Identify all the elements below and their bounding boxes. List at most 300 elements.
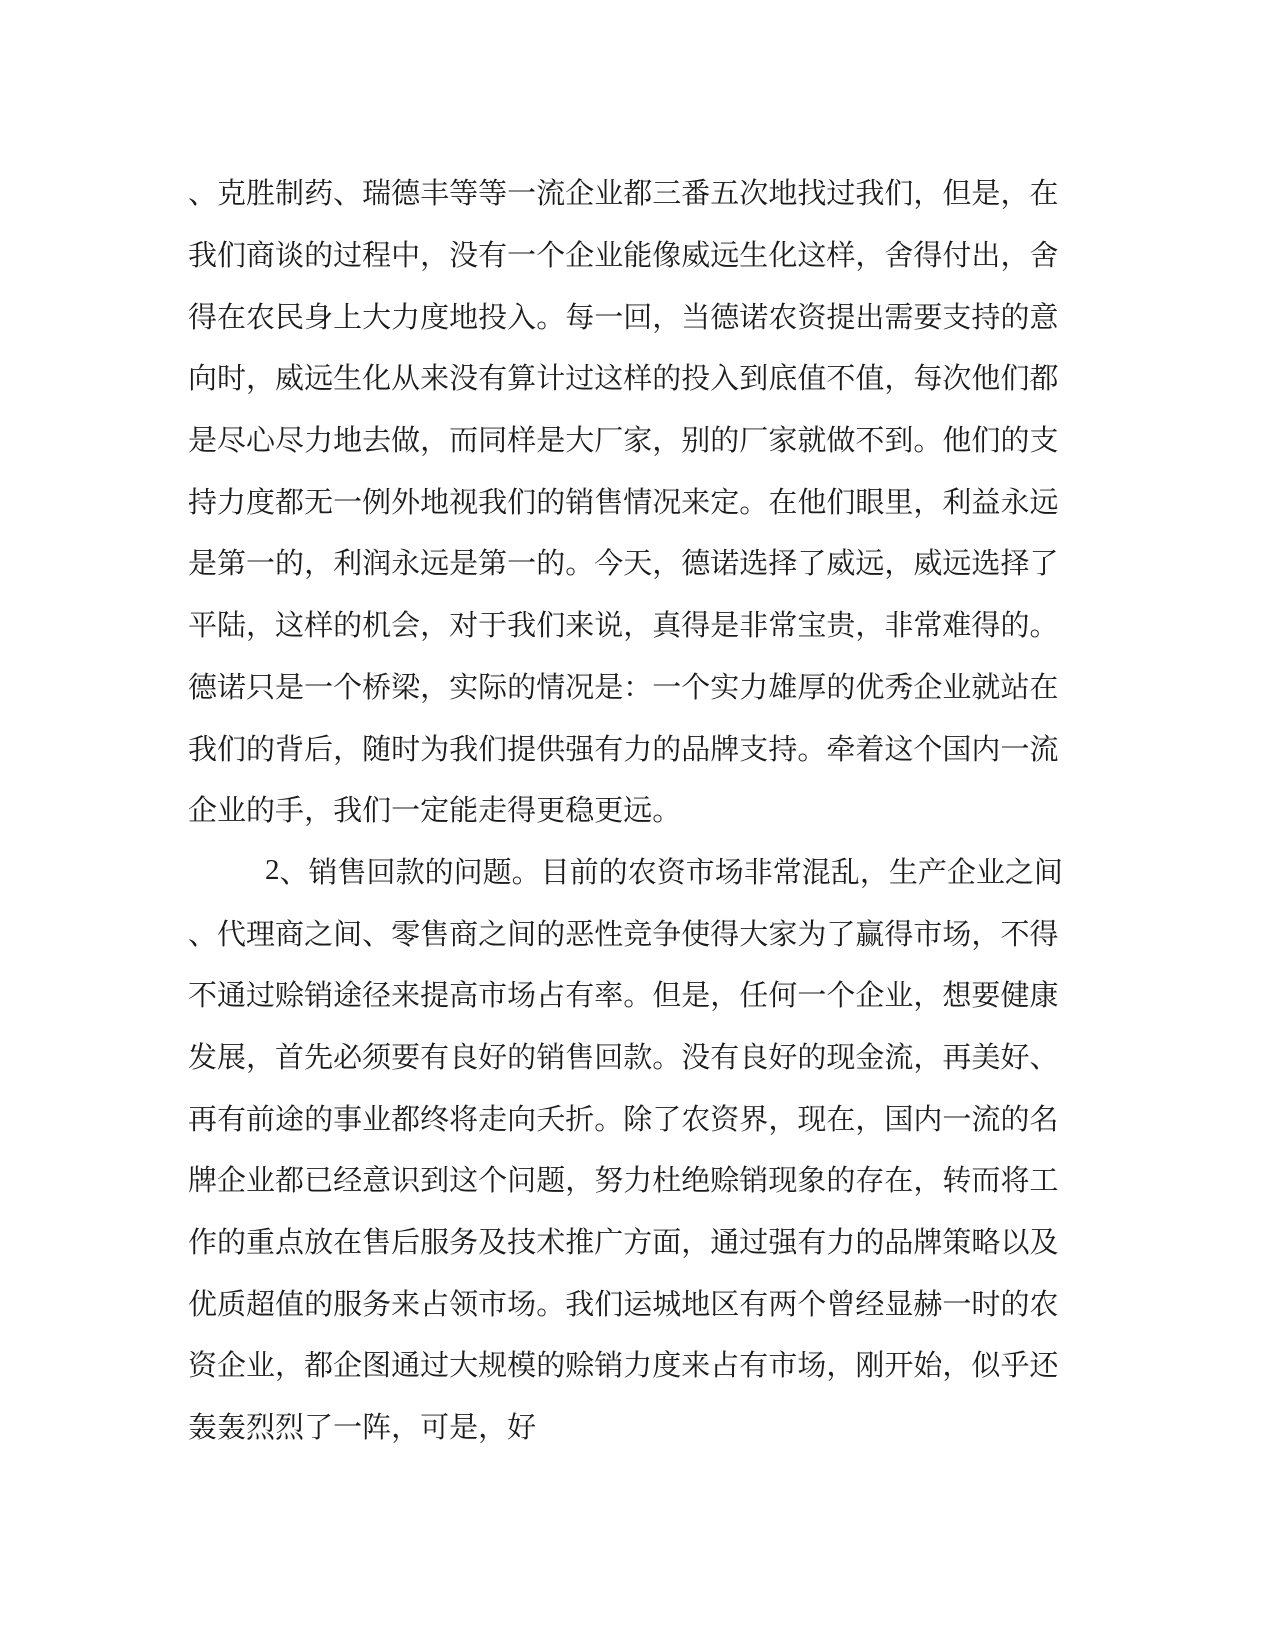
glyph: 向 <box>188 363 218 396</box>
glyph: 次 <box>942 363 972 396</box>
glyph: 业 <box>217 795 247 828</box>
glyph: 模 <box>507 1350 537 1383</box>
glyph: 瑞 <box>362 178 392 211</box>
glyph: 非 <box>739 610 769 643</box>
glyph: 内 <box>971 733 1001 766</box>
glyph: 们 <box>217 240 247 273</box>
glyph: 非 <box>743 856 773 889</box>
glyph: 业 <box>975 856 1005 889</box>
glyph: 会 <box>391 610 421 643</box>
text-line <box>188 1086 1058 1148</box>
glyph: 润 <box>362 548 392 581</box>
glyph: 资 <box>188 1350 218 1383</box>
text-line <box>188 716 1058 778</box>
glyph: 没 <box>449 240 479 273</box>
glyph: 都 <box>1029 363 1059 396</box>
glyph: 场 <box>797 1350 827 1383</box>
glyph: 梁 <box>391 671 421 704</box>
glyph: 来 <box>391 1288 421 1321</box>
glyph: 个 <box>826 980 856 1013</box>
glyph: 家 <box>768 425 798 458</box>
glyph: 例 <box>362 486 392 519</box>
glyph: 商 <box>246 240 276 273</box>
glyph: 一 <box>391 795 421 828</box>
glyph: 当 <box>681 301 711 334</box>
glyph: 现 <box>826 1041 856 1074</box>
glyph: 手 <box>275 795 305 828</box>
glyph: 对 <box>449 610 479 643</box>
glyph: 今 <box>594 548 624 581</box>
glyph: 到 <box>739 363 769 396</box>
glyph: 推 <box>565 1227 595 1260</box>
glyph: ， <box>652 425 682 458</box>
glyph: 眼 <box>855 486 885 519</box>
glyph: 远 <box>623 795 653 828</box>
glyph: 但 <box>652 980 682 1013</box>
glyph: 在 <box>826 1103 856 1136</box>
glyph: 业 <box>594 178 624 211</box>
glyph: 之 <box>304 918 334 951</box>
glyph: 了 <box>304 1412 334 1445</box>
glyph: 们 <box>478 733 508 766</box>
glyph: 情 <box>536 671 566 704</box>
glyph: 机 <box>362 610 392 643</box>
glyph: 来 <box>565 610 595 643</box>
glyph: 恶 <box>565 918 595 951</box>
glyph: 的 <box>652 733 682 766</box>
glyph: 着 <box>855 733 885 766</box>
glyph: 农 <box>246 301 276 334</box>
glyph: 牌 <box>913 1227 943 1260</box>
glyph: 高 <box>449 980 479 1013</box>
glyph: 天 <box>623 548 653 581</box>
glyph: 度 <box>652 1350 682 1383</box>
glyph: 我 <box>188 240 218 273</box>
glyph: 好 <box>1000 1041 1030 1074</box>
glyph: 技 <box>507 1227 537 1260</box>
glyph: 的 <box>217 1227 247 1260</box>
glyph: 了 <box>1029 548 1059 581</box>
glyph: 展 <box>217 1041 247 1074</box>
glyph: 个 <box>536 240 566 273</box>
glyph: 们 <box>1000 363 1030 396</box>
glyph: 重 <box>246 1227 276 1260</box>
glyph: 、 <box>333 178 363 211</box>
glyph: 等 <box>478 178 508 211</box>
glyph: 别 <box>681 425 711 458</box>
glyph: 药 <box>304 178 334 211</box>
glyph: 场 <box>942 918 972 951</box>
text-line <box>188 655 1058 717</box>
glyph: 得 <box>884 918 914 951</box>
glyph: ， <box>420 671 450 704</box>
glyph: 务 <box>449 1227 479 1260</box>
glyph: 是 <box>681 980 711 1013</box>
glyph: 折 <box>565 1103 595 1136</box>
glyph: 销 <box>739 1165 769 1198</box>
glyph: 市 <box>478 1288 508 1321</box>
glyph: 能 <box>623 240 653 273</box>
glyph: 非 <box>884 610 914 643</box>
glyph: 方 <box>623 1227 653 1260</box>
glyph: 通 <box>391 1350 421 1383</box>
glyph: 这 <box>884 733 914 766</box>
glyph: 有 <box>565 980 595 1013</box>
glyph: 每 <box>913 363 943 396</box>
glyph: 我 <box>188 733 218 766</box>
glyph: 德 <box>681 548 711 581</box>
glyph: 何 <box>768 980 798 1013</box>
glyph: 只 <box>246 671 276 704</box>
glyph: 有 <box>710 1041 740 1074</box>
glyph: ， <box>652 548 682 581</box>
text-line <box>188 778 1058 840</box>
glyph: 力 <box>304 425 334 458</box>
glyph: ， <box>913 1165 943 1198</box>
glyph: 识 <box>391 1165 421 1198</box>
glyph: 在 <box>333 1227 363 1260</box>
glyph: ， <box>913 980 943 1013</box>
glyph: 须 <box>362 1041 392 1074</box>
glyph: 生 <box>739 240 769 273</box>
glyph: 地 <box>420 486 450 519</box>
paragraph-1 <box>188 161 1058 840</box>
glyph: 规 <box>478 1350 508 1383</box>
text-line <box>188 346 1058 408</box>
glyph: 厂 <box>739 425 769 458</box>
glyph: 这 <box>594 363 624 396</box>
glyph: 面 <box>652 1227 682 1260</box>
glyph: 场 <box>507 980 537 1013</box>
glyph: 一 <box>304 671 334 704</box>
glyph: 的 <box>797 1041 827 1074</box>
glyph: 牌 <box>710 733 740 766</box>
glyph: 销 <box>594 1350 624 1383</box>
glyph: 到 <box>420 1165 450 1198</box>
glyph: 业 <box>362 1103 392 1136</box>
glyph: 样 <box>623 363 653 396</box>
glyph: 途 <box>275 1103 305 1136</box>
glyph: 为 <box>797 918 827 951</box>
glyph: 资 <box>710 1103 740 1136</box>
glyph: 图 <box>362 1350 392 1383</box>
glyph: 地 <box>681 1288 711 1321</box>
glyph: ， <box>275 1350 305 1383</box>
glyph: 竞 <box>623 918 653 951</box>
glyph: 通 <box>217 980 247 1013</box>
glyph: 终 <box>420 1103 450 1136</box>
glyph: 产 <box>917 856 947 889</box>
glyph: 番 <box>681 178 711 211</box>
glyph: 一 <box>507 548 537 581</box>
glyph: 企 <box>333 1350 363 1383</box>
glyph: 这 <box>449 1165 479 1198</box>
glyph: ， <box>884 548 914 581</box>
glyph: 样 <box>304 610 334 643</box>
glyph: 有 <box>739 1288 769 1321</box>
glyph: 我 <box>507 610 537 643</box>
glyph: 的 <box>536 486 566 519</box>
text-line <box>188 1271 1058 1333</box>
glyph: 目 <box>540 856 570 889</box>
glyph: 计 <box>536 363 566 396</box>
glyph: 就 <box>797 425 827 458</box>
glyph: 、 <box>1029 1041 1059 1074</box>
glyph: 赫 <box>913 1288 943 1321</box>
glyph: 企 <box>188 795 218 828</box>
glyph: ： <box>623 671 653 704</box>
text-line <box>188 901 1058 963</box>
glyph: 企 <box>913 671 943 704</box>
glyph: ， <box>681 1227 711 1260</box>
glyph: 要 <box>391 1041 421 1074</box>
glyph: 美 <box>971 1041 1001 1074</box>
glyph: 桥 <box>362 671 392 704</box>
glyph: 家 <box>768 918 798 951</box>
glyph: 是 <box>536 425 566 458</box>
glyph: 、 <box>279 856 309 889</box>
text-line <box>188 1148 1058 1210</box>
glyph: 业 <box>594 240 624 273</box>
glyph: 再 <box>942 1041 972 1074</box>
glyph: 想 <box>942 980 972 1013</box>
glyph: 化 <box>362 363 392 396</box>
glyph: 化 <box>768 240 798 273</box>
glyph: 内 <box>913 1103 943 1136</box>
glyph: 走 <box>478 795 508 828</box>
glyph: 我 <box>478 486 508 519</box>
glyph: 他 <box>971 363 1001 396</box>
glyph: 入 <box>507 301 537 334</box>
glyph: 以 <box>1000 1227 1030 1260</box>
text-line <box>188 1333 1058 1395</box>
glyph: 业 <box>246 1350 276 1383</box>
glyph: 工 <box>1029 1165 1059 1198</box>
glyph: 款 <box>395 856 425 889</box>
glyph: 同 <box>478 425 508 458</box>
glyph: 力 <box>623 1350 653 1383</box>
glyph: 不 <box>1000 918 1030 951</box>
glyph: 来 <box>420 363 450 396</box>
glyph: 个 <box>478 1165 508 1198</box>
glyph: 家 <box>623 425 653 458</box>
glyph: 题 <box>482 856 512 889</box>
glyph: 刚 <box>855 1350 885 1383</box>
glyph: 力 <box>739 671 769 704</box>
text-line <box>188 1210 1058 1272</box>
glyph: 一 <box>507 178 537 211</box>
glyph: 力 <box>623 1165 653 1198</box>
glyph: 个 <box>681 671 711 704</box>
text-line <box>188 223 1058 285</box>
glyph: 得 <box>681 610 711 643</box>
glyph: 赊 <box>275 980 305 1013</box>
glyph: 心 <box>246 425 276 458</box>
glyph: 支 <box>942 301 972 334</box>
glyph: 。 <box>913 425 943 458</box>
glyph: 企 <box>217 1165 247 1198</box>
glyph: 农 <box>1029 1288 1059 1321</box>
glyph: 乱 <box>830 856 860 889</box>
glyph: 转 <box>942 1165 972 1198</box>
glyph: 在 <box>1029 178 1059 211</box>
glyph: 宝 <box>797 610 827 643</box>
glyph: 尽 <box>217 425 247 458</box>
glyph: 之 <box>478 918 508 951</box>
glyph: 之 <box>1004 856 1034 889</box>
glyph: 有 <box>797 1227 827 1260</box>
glyph: ， <box>913 178 943 211</box>
glyph: 似 <box>971 1350 1001 1383</box>
glyph: 有 <box>739 1350 769 1383</box>
glyph: 威 <box>826 548 856 581</box>
glyph: 的 <box>536 548 566 581</box>
glyph: 售 <box>420 918 450 951</box>
glyph: 的 <box>536 1350 566 1383</box>
glyph: 开 <box>884 1350 914 1383</box>
glyph: 占 <box>420 1288 450 1321</box>
glyph: 意 <box>1029 301 1059 334</box>
glyph: 力 <box>623 733 653 766</box>
glyph: 过 <box>739 1227 769 1260</box>
glyph: 作 <box>188 1227 218 1260</box>
glyph: 一 <box>797 980 827 1013</box>
glyph: 就 <box>971 671 1001 704</box>
glyph: 说 <box>594 610 624 643</box>
glyph: 诺 <box>739 301 769 334</box>
glyph: 不 <box>826 363 856 396</box>
glyph: 难 <box>942 610 972 643</box>
glyph: 供 <box>536 733 566 766</box>
glyph: 。 <box>536 1288 566 1321</box>
glyph: 场 <box>714 856 744 889</box>
glyph: 通 <box>710 1227 740 1260</box>
glyph: 径 <box>362 980 392 1013</box>
glyph: 一 <box>652 671 682 704</box>
glyph: 们 <box>217 733 247 766</box>
glyph: 术 <box>536 1227 566 1260</box>
glyph: 个 <box>333 671 363 704</box>
glyph: 都 <box>275 1165 305 1198</box>
glyph: 一 <box>942 1288 972 1321</box>
glyph: 远 <box>855 548 885 581</box>
glyph: 市 <box>913 918 943 951</box>
glyph: 我 <box>855 178 885 211</box>
glyph: 找 <box>797 178 827 211</box>
glyph: 威 <box>275 363 305 396</box>
glyph: 。 <box>536 301 566 334</box>
glyph: 企 <box>217 1350 247 1383</box>
glyph: 情 <box>623 486 653 519</box>
glyph: 大 <box>739 918 769 951</box>
glyph: 广 <box>594 1227 624 1260</box>
glyph: 有 <box>217 1103 247 1136</box>
glyph: 谈 <box>275 240 305 273</box>
glyph: 略 <box>971 1227 1001 1260</box>
glyph: 持 <box>188 486 218 519</box>
glyph: 界 <box>739 1103 769 1136</box>
glyph: 性 <box>594 918 624 951</box>
glyph: 都 <box>275 486 305 519</box>
glyph: 的 <box>333 610 363 643</box>
glyph: 存 <box>855 1165 885 1198</box>
glyph: 算 <box>507 363 537 396</box>
text-line <box>188 161 1058 223</box>
glyph: 杜 <box>652 1165 682 1198</box>
glyph: 出 <box>971 240 1001 273</box>
glyph: 永 <box>1000 486 1030 519</box>
glyph: 入 <box>710 363 740 396</box>
glyph: 为 <box>420 733 450 766</box>
glyph: 三 <box>652 178 682 211</box>
glyph: 需 <box>884 301 914 334</box>
glyph: 里 <box>884 486 914 519</box>
glyph: 的 <box>710 425 740 458</box>
glyph: 但 <box>942 178 972 211</box>
glyph: 地 <box>333 425 363 458</box>
text-line <box>188 531 1058 593</box>
glyph: 他 <box>942 425 972 458</box>
glyph: 从 <box>391 363 421 396</box>
glyph: 象 <box>797 1165 827 1198</box>
glyph: 第 <box>478 548 508 581</box>
glyph: 我 <box>565 1288 595 1321</box>
glyph: 发 <box>188 1041 218 1074</box>
glyph: 底 <box>768 363 798 396</box>
glyph: 良 <box>739 1041 769 1074</box>
glyph: 威 <box>681 240 711 273</box>
glyph: 牌 <box>188 1165 218 1198</box>
glyph: 得 <box>507 795 537 828</box>
glyph: 真 <box>652 610 682 643</box>
glyph: 前 <box>569 856 599 889</box>
glyph: 们 <box>971 425 1001 458</box>
glyph: 民 <box>275 301 305 334</box>
glyph: 做 <box>391 425 421 458</box>
glyph: 市 <box>685 856 715 889</box>
glyph: 有 <box>420 1041 450 1074</box>
glyph: 时 <box>217 363 247 396</box>
glyph: 争 <box>652 918 682 951</box>
glyph: ， <box>826 1350 856 1383</box>
glyph: 选 <box>971 548 1001 581</box>
glyph: 的 <box>652 363 682 396</box>
glyph: 这 <box>797 240 827 273</box>
glyph: 一 <box>594 301 624 334</box>
glyph: 。 <box>1029 610 1059 643</box>
glyph: ， <box>565 1165 595 1198</box>
glyph: 平 <box>188 610 218 643</box>
glyph: 们 <box>362 795 392 828</box>
glyph: 点 <box>275 1227 305 1260</box>
glyph: 大 <box>565 425 595 458</box>
glyph: 有 <box>478 363 508 396</box>
glyph: 时 <box>391 733 421 766</box>
glyph: 及 <box>478 1227 508 1260</box>
glyph: 将 <box>1000 1165 1030 1198</box>
glyph: 是 <box>188 548 218 581</box>
glyph: 的 <box>1000 1288 1030 1321</box>
glyph: 值 <box>275 1288 305 1321</box>
glyph: 大 <box>362 301 392 334</box>
glyph: 上 <box>333 301 363 334</box>
glyph: 远 <box>1029 486 1059 519</box>
glyph: 流 <box>536 178 566 211</box>
glyph: 不 <box>188 980 218 1013</box>
glyph: ， <box>855 240 885 273</box>
glyph: 赢 <box>855 918 885 951</box>
glyph: 稳 <box>565 795 595 828</box>
